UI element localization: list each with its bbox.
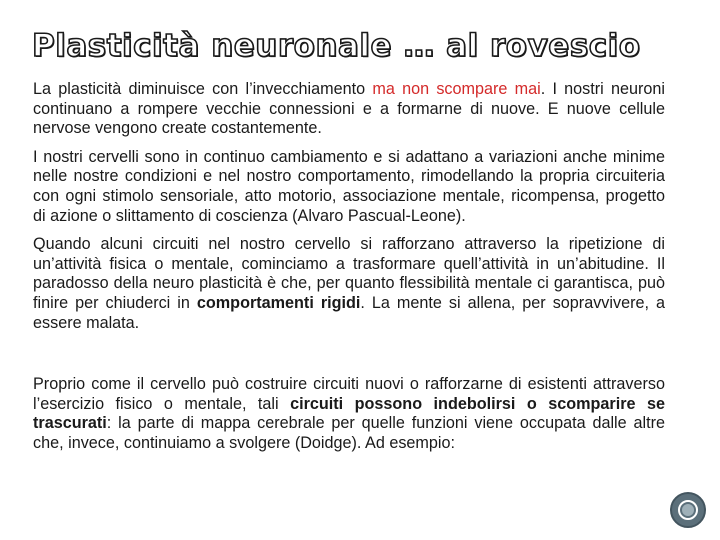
paragraph-4 [33, 375, 665, 453]
paragraph-1-text-b: . I nostri neuroni continuano a rompere vecchie connessioni e a formarne di nuove. E nuove cellule nervose vengono create costantemente. [33, 80, 665, 138]
paragraph-4-text-b: : la parte di mappa cerebrale per quelle funzioni viene occupata dalle altre che, invece, continuiamo a svolgere (Doidge). Ad esempio: [33, 414, 665, 452]
paragraph-4-text-a: Proprio come il cervello può costruire circuiti nuovi o rafforzarne di esistenti attraverso l’esercizio fisico o mentale, tali [33, 375, 665, 413]
paragraph-3 [33, 235, 665, 333]
paragraph-2: I nostri cervelli sono in continuo cambiamento e si adattano a variazioni anche minime nelle nostre condizioni e nel nostro comportamento, rimodellando la propria circuiteria con ogni stimolo sensoriale, atto motorio, associazione mentale, ricompensa, progetto di azione o slittamento di coscienza (Alvaro Pascual-Leone). [33, 147, 665, 225]
paragraph-1 [33, 80, 665, 139]
paragraph-3-text-a: Quando alcuni circuiti nel nostro cervello si rafforzano attraverso la ripetizione di un’attività fisica o mentale, cominciamo a trasformare quell’attività in un’abitudine. Il paradosso della neuro plasticità è che, per quanto flessibilità mentale ci garantisca, può finire per chiuderci in [33, 235, 665, 312]
paragraph-3-bold: comportamenti rigidi [196, 293, 361, 312]
paragraph-3-text-b: . La mente si allena, per sopravvivere, a essere malata. [33, 293, 665, 332]
highlight-text: ma non scompare mai [372, 80, 541, 98]
slide-title: Plasticità neuronale … al rovescio [32, 28, 641, 64]
paragraph-1-text-a: La plasticità diminuisce con l’invecchiamento [33, 80, 373, 98]
slide-body [33, 80, 665, 454]
nav-center [682, 504, 694, 516]
circle-nav-icon[interactable] [670, 492, 706, 528]
paragraph-4-bold: circuiti possono indebolirsi o scomparire se trascurati [33, 394, 665, 433]
